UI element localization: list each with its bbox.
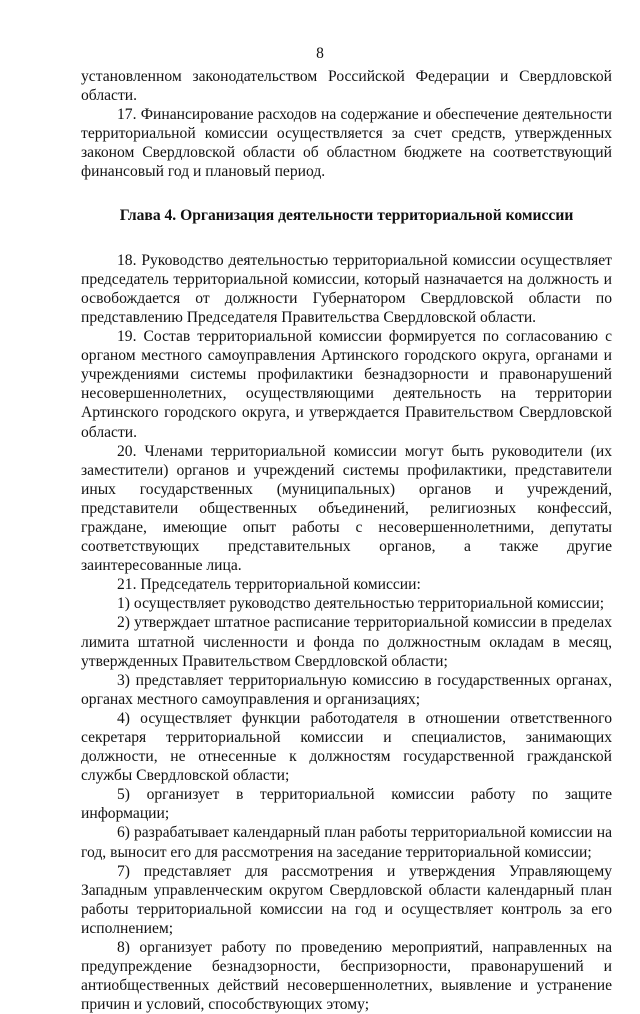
list-item: 1) осуществляет руководство деятельностью территориальной комиссии; [117, 595, 605, 613]
list-item: 6) разрабатывает календарный план работы территориальной комиссии на год, выносит его для рассмотрения на заседание территориальной комиссии; [81, 824, 612, 861]
paragraph-18: 18. Руководство деятельностью территориальной комиссии осуществляет председатель территориальной комиссии, который назначается на должность и освобождается от должности Губернатором Свердловской области по представлению Председателя Правительства Свердловской области. [81, 251, 612, 326]
paragraph-17: 17. Финансирование расходов на содержание и обеспечение деятельности территориальной комиссии осуществляется за счет средств, утвержденных законом Свердловской области об областном бюджете на соответствующий финансовый год и плановый период. [81, 106, 612, 181]
list-item: 5) организует в территориальной комиссии работу по защите информации; [81, 786, 612, 823]
page-number: 8 [316, 45, 324, 62]
list-item: 2) утверждает штатное расписание территориальной комиссии в пределах лимита штатной численности и фонда по должностным окладам в месяц, утвержденных Правительством Свердловской области; [81, 614, 612, 670]
list-item: 4) осуществляет функции работодателя в отношении ответственного секретаря территориальной комиссии и специалистов, занимающих должности, не отнесенные к должностям государственной гражданской службы Свердловской области; [81, 709, 612, 785]
paragraph-20: 20. Членами территориальной комиссии могут быть руководители (их заместители) органов и учреждений системы профилактики, представители иных государственных (муниципальных) органов и учреждений, представители общественных объединений, религиозных конфессий, граждане, имеющие опыт работы с несовершеннолетними, депутаты соответствующих представительных органов, а также другие заинтересованные лица. [81, 442, 612, 575]
list-item: 8) организует работу по проведению мероприятий, направленных на предупреждение безнадзорности, беспризорности, правонарушений и антиобщественных действий несовершеннолетних, выявление и устранение причин и условий, способствующих этому; [81, 939, 612, 1014]
list-item: 7) представляет для рассмотрения и утверждения Управляющему Западным управленческим округом Свердловской области календарный план работы территориальной комиссии на год и осуществляет контроль за его исполнением; [81, 862, 612, 937]
list-item: 3) представляет территориальную комиссию в государственных органах, органах местного самоуправления и организациях; [81, 671, 612, 708]
chapter-heading: Глава 4. Организация деятельности территориальной комиссии [119, 206, 574, 224]
intro-continuation: установленном законодательством Российской Федерации и Свердловской области. [81, 68, 612, 105]
paragraph-19: 19. Состав территориальной комиссии формируется по согласованию с органом местного самоуправления Артинского городского округа, органами и учреждениями системы профилактики безнадзорности и правонарушений несовершеннолетних, осуществляющими деятельность на территории Артинского городского округа, и утверждается Правительством Свердловской области. [81, 328, 612, 441]
paragraph-21-intro: 21. Председатель территориальной комиссии: [117, 576, 421, 594]
document-body [81, 67, 612, 1014]
